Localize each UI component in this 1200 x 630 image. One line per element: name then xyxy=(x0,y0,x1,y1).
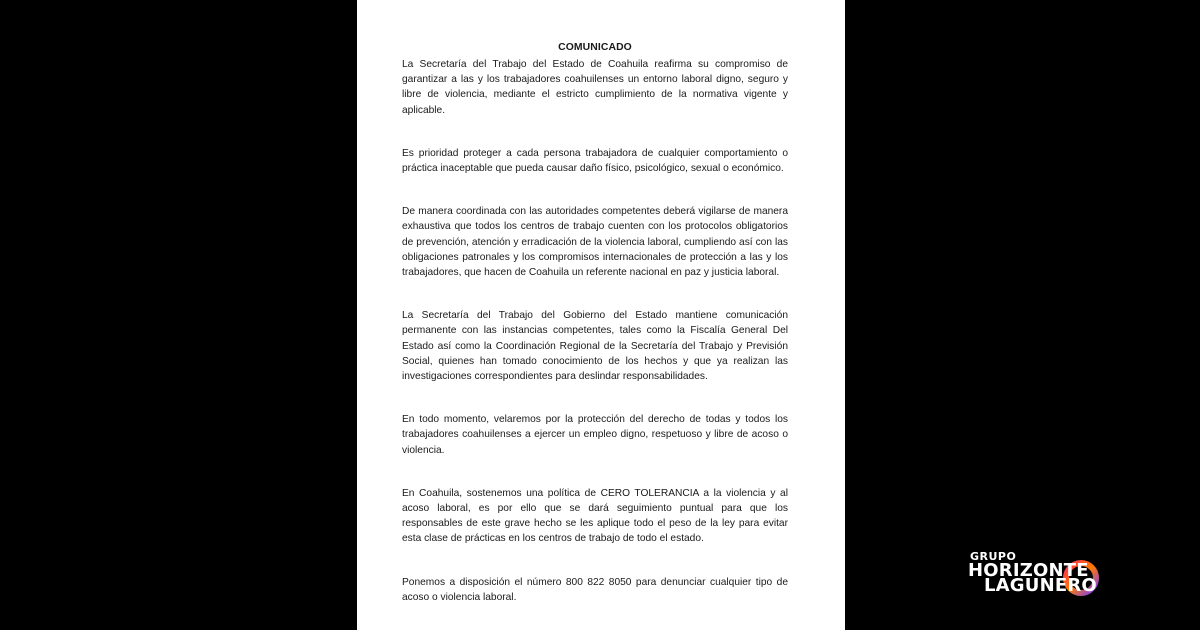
paragraph-protection: En todo momento, velaremos por la protección del derecho de todas y todos los trabajadores coahuilenses a ejercer un empleo digno, respetuoso y libre de acoso o violencia. xyxy=(402,414,788,456)
paragraph-coordination: De manera coordinada con las autoridades competentes deberá vigilarse de manera exhaustiva que todos los centros de trabajo cuenten con los protocolos obligatorios de prevención, atención y erradicación de la violencia laboral, cumpliendo así con las obligaciones patronales y los compromisos internacionales de protección a las y los trabajadores, que hacen de Coahuila un referente nacional en paz y justicia laboral. xyxy=(402,206,788,279)
paragraph-commitment: La Secretaría del Trabajo del Estado de Coahuila reafirma su compromiso de garantizar a las y los trabajadores coahuilenses un entorno laboral digno, seguro y libre de violencia, mediante el estricto cumplimiento de la normativa vigente y aplicable. xyxy=(402,59,788,116)
logo-group-label: GRUPO xyxy=(970,550,1017,563)
paragraph-zero-tolerance: En Coahuila, sostenemos una política de CERO TOLERANCIA a la violencia y al acoso laboral, es por ello que se dará seguimiento puntual para que los responsables de este grave hecho se les aplique todo el peso de la ley para evitar esta clase de prácticas en los centros de trabajo de todo el estado. xyxy=(402,487,788,545)
communique-page xyxy=(357,0,845,630)
paragraph-communication: La Secretaría del Trabajo del Gobierno del Estado mantiene comunicación permanente con las instancias competentes, tales como la Fiscalía General Del Estado así como la Coordinación Regional de la Secretaría del Trabajo y Previsión Social, quienes han tomado conocimiento de los hechos y que ya realizan las investigaciones correspondientes para deslindar responsabilidades. xyxy=(402,310,788,383)
logo-line-horizonte: HORIZONTE xyxy=(968,560,1089,581)
paragraph-priority: Es prioridad proteger a cada persona trabajadora de cualquier comportamiento o práctica inaceptable que pueda causar daño físico, psicológico, sexual o económico. xyxy=(402,147,788,175)
document-title: COMUNICADO xyxy=(558,42,632,53)
logo-line-lagunero: LAGUNERO xyxy=(984,575,1097,596)
paragraph-hotline: Ponemos a disposición el número 800 822 8050 para denunciar cualquier tipo de acoso o violencia laboral. xyxy=(402,576,788,603)
brand-logo xyxy=(968,550,1178,610)
